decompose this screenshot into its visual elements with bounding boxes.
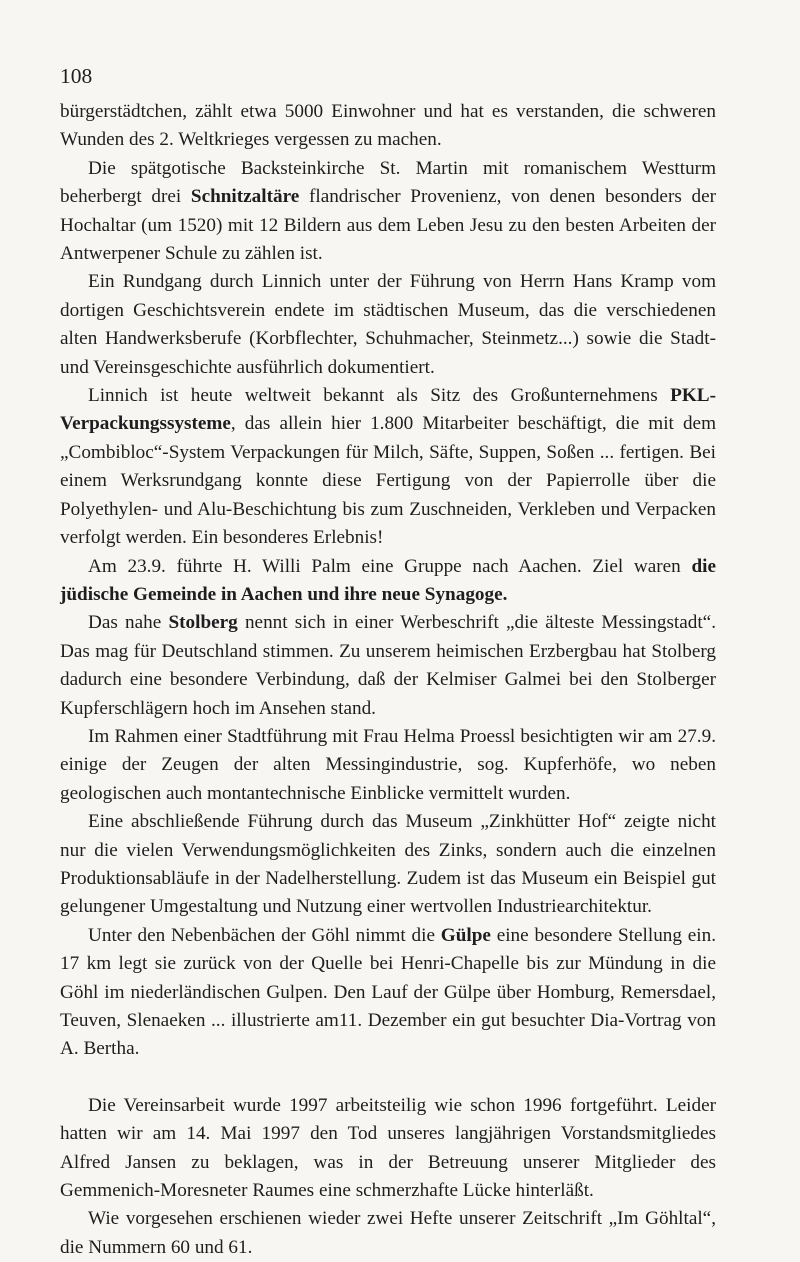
bold-text: Schnitzaltäre [190, 186, 300, 208]
text-run: Am 23.9. führte H. Willi Palm eine Gruppe nach Aachen. Ziel waren [88, 555, 692, 577]
text-run: eine besondere Stellung ein. 17 km legt sie zurück von der Quelle bei Henri-Chapelle bis zur Mündung in die Göhl im niederländischen Gulpen. Den Lauf der Gülpe über Homburg, Remersdael, Teuven, Slenaeken ... illustrierte am11. Dezember ein gut besuchter Dia-Vortrag von A. Bertha. [60, 924, 717, 1060]
text-run: Unter den Nebenbächen der Göhl nimmt die [88, 924, 441, 946]
text-run: flandrischer Provenienz, von denen besonders der Hochaltar (um 1520) mit 12 Bildern aus dem Leben Jesu zu den besten Arbeiten der Antwerpener Schule zu zählen ist. [60, 186, 716, 265]
bold-text: Gülpe [440, 924, 491, 946]
paragraph [60, 98, 716, 155]
paragraph [60, 553, 716, 610]
text-run: Eine abschließende Führung durch das Museum „Zinkhütter Hof“ zeigte nicht nur die vielen Verwendungsmöglichkeiten des Zinks, sondern auch die einzelnen Produktionsabläufe in der Nadelherstellung. Zudem ist das Museum ein Beispiel gut gelungener Umgestaltung und Nutzung einer wertvollen Industriearchitektur. [60, 811, 716, 918]
text-run: Die Vereinsarbeit wurde 1997 arbeitsteilig wie schon 1996 fortgeführt. Leider hatten wir am 14. Mai 1997 den Tod unseres langjährigen Vorstandsmitgliedes Alfred Jansen zu beklagen, was in der Betreuung unserer Mitglieder des Gemmenich-Moresneter Raumes eine schmerzhafte Lücke hinterläßt. [60, 1094, 716, 1202]
paragraph [60, 1205, 716, 1262]
text-run: Wie vorgesehen erschienen wieder zwei Hefte unserer Zeitschrift „Im Göhltal“, die Nummern 60 und 61. [60, 1208, 716, 1258]
paragraph [60, 808, 716, 922]
bold-text: Stolberg [168, 612, 238, 634]
paragraph [60, 155, 716, 269]
page-number: 108 [60, 64, 93, 88]
paragraph [60, 609, 716, 723]
bold-text: die jüdische Gemeinde in Aachen und ihre neue Synagoge. [60, 555, 716, 605]
text-run: , das allein hier 1.800 Mitarbeiter beschäftigt, die mit dem „Combibloc“-System Verpackungen für Milch, Säfte, Suppen, Soßen ... fertigen. Bei einem Werksrundgang konnte diese Fertigung von der Papierrolle über die Polyethylen- und Alu-Beschichtung bis zum Zuschneiden, Verkleben und Verpacken verfolgt werden. Ein besonderes Erlebnis! [60, 413, 716, 549]
text-run: Die spätgotische Backsteinkirche St. Martin mit romanischem Westturm beherbergt drei [60, 157, 716, 208]
text-run: nennt sich in einer Werbeschrift „die älteste Messingstadt“. Das mag für Deutschland stimmen. Zu unserem heimischen Erzbergbau hat Stolberg dadurch eine besondere Verbindung, daß der Kelmiser Galmei bei den Stolberger Kupferschlägern hoch im Ansehen stand. [60, 612, 716, 719]
body-text [60, 98, 716, 1262]
paragraph [60, 382, 716, 552]
paragraph [60, 1092, 716, 1206]
paragraph [60, 268, 716, 382]
text-run: Ein Rundgang durch Linnich unter der Führung von Herrn Hans Kramp vom dortigen Geschichtsverein endete im städtischen Museum, das die verschiedenen alten Handwerksberufe (Korbflechter, Schuhmacher, Steinmetz...) sowie die Stadt- und Vereinsgeschichte ausführlich dokumentiert. [60, 271, 716, 378]
text-run: bürgerstädtchen, zählt etwa 5000 Einwohner und hat es verstanden, die schweren Wunden des 2. Weltkrieges vergessen zu machen. [60, 101, 716, 151]
paragraph [60, 723, 716, 808]
text-run: Das nahe [88, 612, 169, 634]
paragraph [60, 922, 716, 1064]
text-run: Linnich ist heute weltweit bekannt als Sitz des Großunternehmens [88, 385, 671, 407]
bold-text: PKL-Verpackungssysteme [60, 385, 716, 435]
text-run: Im Rahmen einer Stadtführung mit Frau Helma Proessl besichtigten wir am 27.9. einige der Zeugen der alten Messingindustrie, sog. Kupferhöfe, wo neben geologischen auch montantechnische Einblicke vermittelt wurden. [60, 725, 716, 804]
